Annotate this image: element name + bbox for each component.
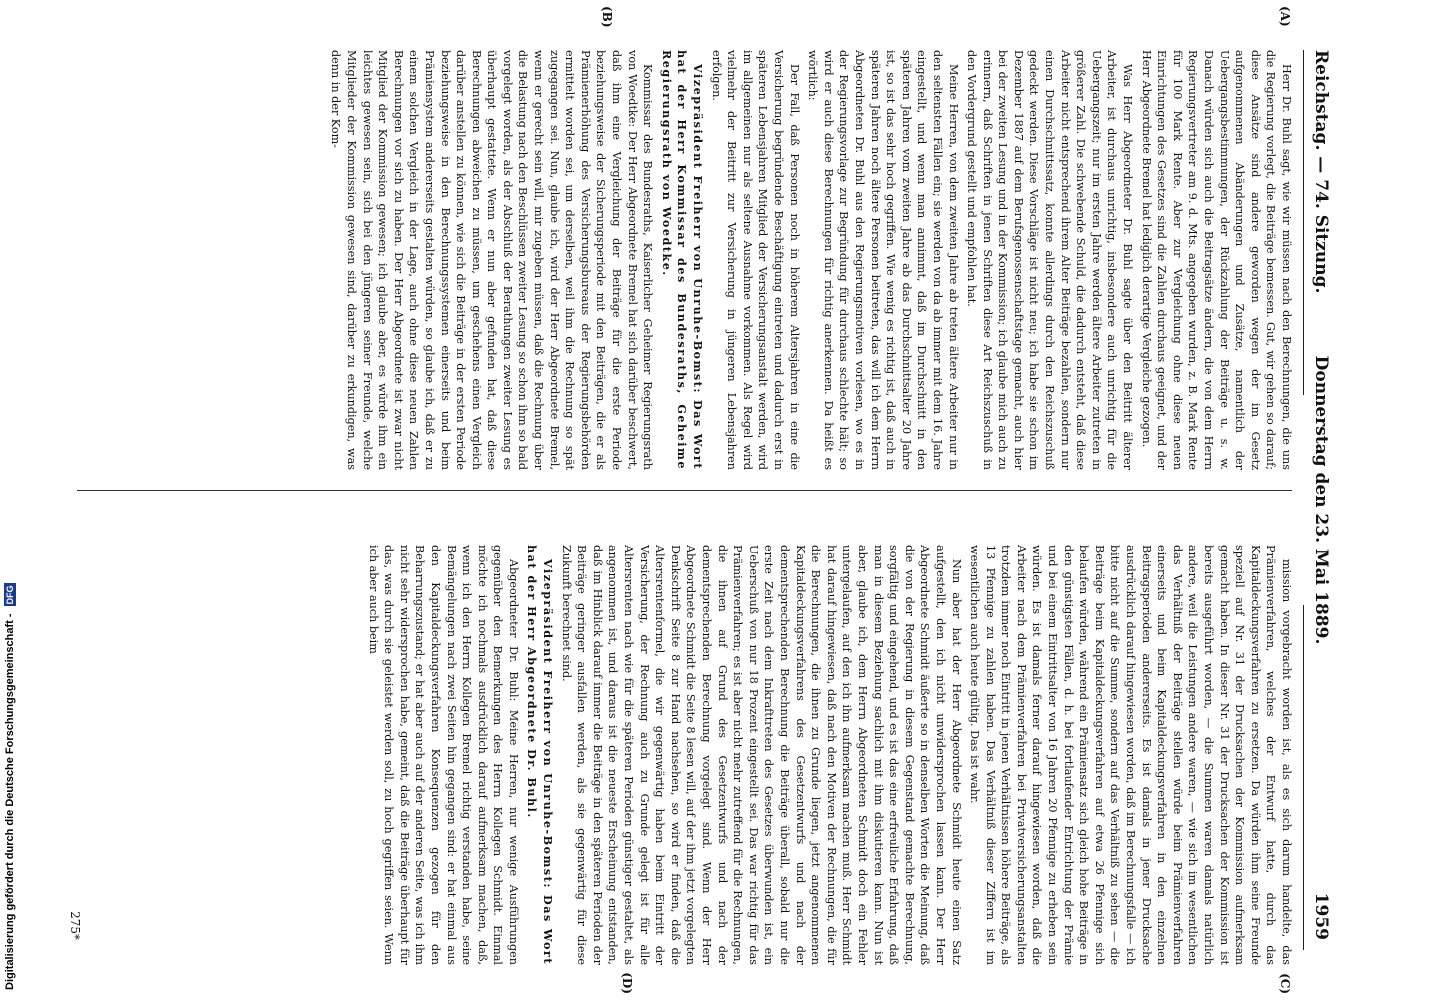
attribution-text-wrap	[0, 0, 20, 1000]
text-column-right	[362, 545, 1294, 965]
attribution-text: Digitalisierung gefördert durch die Deutsche Forschungsgemeinschaft -	[4, 613, 16, 990]
column-divider	[77, 490, 1292, 491]
paragraph: Meine Herren, von dem zweiten Jahre ab treten ältere Arbeiter nur in den seltensten Fällen ein; sie werden von da ab immer mit dem 16. Jahre eingestellt, und wenn man annimmt, daß im Durchschnitt in den späteren Jahren vom zweiten Jahre ab das Durchschnittsalter 20 Jahre ist, so ist das sehr hoch gegriffen. Wie wenig es richtig ist, daß auch in späteren Jahren noch ältere Personen beitreten, das will ich dem Herrn Abgeordneten Dr. Buhl aus den Regierungsmotiven vorlesen, wo es in der Regierungsvorlage zur Begründung für durchaus schlechte hält; so wird er auch diese Berechnungen für richtig anerkennen. Da heißt es wörtlich:	[806, 50, 960, 470]
attribution-bar	[0, 0, 20, 1000]
dfg-logo-icon: DFG	[5, 585, 16, 605]
paragraph: Kommissar des Bundesraths, Kaiserlicher Geheimer Regierungsrath von Woedtke: Der Herr Abgeordnete Bremel hat sich darüber beschwert, daß ihm eine Vergleichung der Beiträge für die erste Periode beziehungsweise der Sicherungsperiode mit den Beiträgen, die er als Prämienerhöhung des Versicherungsbureaus der Regierungsbehörden ermittelt worden sei, um derselben, weil ihm die Rechnung so spät zugegangen sei. Nun, glaube ich, wird der Herr Abgeordnete Bremel, wenn er gerecht sein will, mir zugeben müssen, daß die Rechnung über die Belastung nach den Beschlüssen zweiter Lesung so schon ihm so bald vorgelegt worden, als der Abschluß der Berathungen zweiter Lesung es überhaupt gestattete. Wenn er nun aber gefunden hat, daß diese Berechnungen abweichen zu müssen, um geschehens einen Vergleich darüber anstellen zu können, wie sich die Beiträge in der ersten Periode beziehungsweise in den Berechnungssystemen einerseits und beim Prämiensystem andererseits gestalten würden, so glaube ich, daß er zu einem solchen Vergleich in der Lage, auch ohne diese neuen Zahlen Berechnungen vor sich zu haben. Der Herr Abgeordnete ist zwar nicht Mitglied der Kommission gewesen; ich glaube aber, es würde ihm ein leichtes gewesen sein, sich bei den jüngeren seiner Freunde, welche Mitglieder der Kommission gewesen sind, darüber zu erkundigen, was denn in der Kom-	[329, 50, 655, 470]
speaker-paragraph: Vizepräsident Freiherr von Unruhe-Bomst: Das Wort hat der Herr Kommissar des Bundesraths, Geheime Regierungsrath von Woedtke.	[659, 50, 706, 470]
margin-mark-c: (C)	[1278, 973, 1292, 994]
header-rule-right	[1303, 605, 1304, 950]
margin-mark-d: (D)	[620, 972, 634, 994]
margin-mark-a: (A)	[1278, 6, 1292, 27]
running-header-left: Reichstag. — 74. Sitzung.	[1311, 50, 1331, 294]
paragraph: Was Herr Abgeordneter Dr. Buhl sagte über den Beitritt älterer Arbeiter, ist durchaus unrichtig, insbesondere auch unrichtig für die Uebergangszeit; nur im ersten Jahre werden ältere Arbeiter zutreten in größerer Zahl. Die schwebende Schuld, die dadurch entsteht, daß diese Arbeiter nicht entsprechend ihrem Alter Beiträge bezahlen, sondern nur einen Durchschnittssatz, konnte allerdings durch den Reichszuschuß gedeckt werden. Diese Vorschläge ist nicht neu; ich habe sie schon im Dezember 1887 auf dem Berufsgenossenschaftstage gemacht, auch hier bei der zweiten Lesung und in der Kommission; ich glaube mich auch zu erinnern, daß Schriften in jenen Schriften diese Art Reichszuschuß in den Vordergrund gestellt und empfohlen hat.	[965, 50, 1135, 470]
speaker-paragraph: Vizepräsident Freiherr von Unruhe-Bomst: Das Wort hat der Herr Abgeordnete Dr. Buhl.	[525, 545, 556, 965]
paragraph: Herr Dr. Buhl sagt, wie wir müssen nach den Berechnungen, die uns die Regierung vorlegt, die Beiträge bemessen. Gut, wir gehen so darauf; diese Ansätze sind andere geworden wegen der im Gesetz aufgenommenen Abänderungen und Zusätze, namentlich der Uebergangsbestimmungen, der Rückzahlung der Beiträge u. s. w. Danach würden sich auch die Beitragsätze ändern, die von dem Herrn Regierungsvertreter am 9. d. Mts. angegeben wurden, z. B. Mark Rente für 100 Mark Rente. Aber zur Vergleichung ohne diese neuen Einrichtungen des Gesetzes sind die Zahlen durchaus geeignet, und der Herr Abgeordnete Bremel hat lediglich derartige Vergleiche gezogen.	[1139, 50, 1293, 470]
running-header-date: Donnerstag den 23. Mai 1889.	[1311, 355, 1331, 645]
page-number: 1959	[1311, 892, 1331, 940]
page-signature: 275*	[68, 911, 82, 940]
paragraph: Abgeordneter Dr. Buhl: Meine Herren, nur wenige Ausführungen gegenüber den Bemerkungen des Herrn Kollegen Schmidt. Einmal möchte ich nochmals ausdrücklich darauf aufmerksam machen, daß, wenn ich den Herrn Kollegen Bremel richtig verstanden habe, seine Bemängelungen nach zwei Seiten hin gegangen sind: er hat einmal aus den Kapitaldeckungsverfahren Konsequenzen gezogen für den Beharrungszustand; er hat aber auch auf der anderen Seite, was ich ihm nicht sehr widersprochen habe, gemeint, daß die Beiträge überhaupt für das, was durch sie geleistet werden soll, zu hoch gegriffen seien. Wenn ich aber auch beim	[366, 545, 520, 965]
paragraph: Nun aber hat der Herr Abgeordnete Schmidt heute einen Satz aufgestellt, den ich nicht unwidersprochen lassen kann. Der Herr Abgeordnete Schmidt äußerte so in denselben Worten die Meinung, daß die von der Regierung in diesem Gegenstand gemachte Berechnung, sorgfältig und eingehend, und es ist das eine erfreuliche Erfahrung, daß man in diesem Beziehung sachlich mit ihm diskutieren kann. Nun ist aber, glaube ich, dem Herrn Abgeordneten Schmidt doch ein Fehler untergelaufen, auf den ich ihn aufmerksam machen muß. Herr Schmidt hat darauf hingewiesen, daß nach den Motiven der Rechnungen, die für die Berechnungen, die ihnen zu Grunde liegen, jetzt angenommenen Kapitaldeckungsverfahrens des Gesetzentwurfs und nach der dementsprechenden Berechnung die Beiträge überall, sobald nur die erste Zeit nach dem Inkrafttreten des Gesetzes überwunden ist, ein Ueberschuß von nur 18 Prozent eingestellt sei. Das war richtig für das Prämienverfahren; es ist aber nicht mehr zutreffend für die Rechnungen, die ihnen auf Grund des Gesetzentwurfs und nach der dementsprechenden Berechnung vorgelegt sind. Wenn der Herr Abgeordnete Schmidt die Seite 8 lesen will, auf der ihm jetzt vorgelegten Denkschrift Seite 8 zur Hand nachsehen, so wird er finden, daß die Altersrentenformel, die wir gegenwärtig haben beim Eintritt der Versicherung, der Rechnung auch zu Grunde gelegt ist für alle Altersrenten nach wie für die späteren Perioden günstiger gestaltet, als angenommen ist, und daraus ist die neueste Erscheinung entstanden, daß im Hinblick darauf immer die Beiträge in den späteren Perioden der Beiträge geringer ausfallen werden, als sie gegenwärtig für diese Zukunft berechnet sind.	[559, 545, 963, 965]
quotation-paragraph: Der Fall, daß Personen noch in höherem Altersjahren in eine die Versicherung begründende Beschäftigung eintreten und dadurch erst in späteren Lebensjahren Mitglied der Versicherungsanstalt werden, wird im allgemeinen nur als seltene Ausnahme vorkommen. Als Regel wird vielmehr der Beitritt zur Versicherung in jüngeren Lebensjahren erfolgen.	[709, 50, 801, 470]
text-column-left	[325, 50, 1294, 470]
margin-mark-b: (B)	[600, 6, 614, 28]
paragraph: mission vorgebracht worden ist, als es sich darum handelte, das Prämienverfahren, welches der Entwurf hatte, durch das Kapitaldeckungsverfahren zu ersetzen. Da würden ihm seine Freunde speziell auf Nr. 31 der Drucksachen der Kommission aufmerksam gemacht haben. In dieser Nr. 31 der Drucksachen der Kommission ist bereits ausgeführt worden, — die Summen waren damals natürlich andere, weil die Leistungen andere waren, — wie sich im wesentlichen das Verhältniß der Beiträge stellen würde beim Prämienverfahren einerseits und beim Kapitaldeckungsverfahren in den einzelnen Beitragsperioden andererseits. Es ist damals in jener Drucksache ausdrücklich darauf hingewiesen worden, daß im Berechnungsfalle — ich bitte nicht auf die Summe, sondern auf das Verhältniß zu sehen — die Beiträge beim Kapitaldeckungsverfahren auf etwa 26 Pfennige sich belaufen würden, während ein Prämiensatz sich gleich hohe Beiträge in den günstigsten Fällen, d. h. bei fortlaufender Entrichtung der Prämie und bei einem Eintrittsalter von 16 Jahren 20 Pfennige zu erheben sein würden. Es ist damals ferner darauf hingewiesen worden, daß die Arbeiter nach dem Prämienverfahren bei Privatversicherungsanstalten trotzdem immer noch Eintritt in jenen Verhältnissen höhere Beiträge, als 13 Pfennige zu zahlen haben. Das Verhältniß dieser Ziffern ist im wesentlichen auch heute gültig. Das ist wahr.	[968, 545, 1293, 965]
header-rule-left	[1303, 50, 1304, 395]
